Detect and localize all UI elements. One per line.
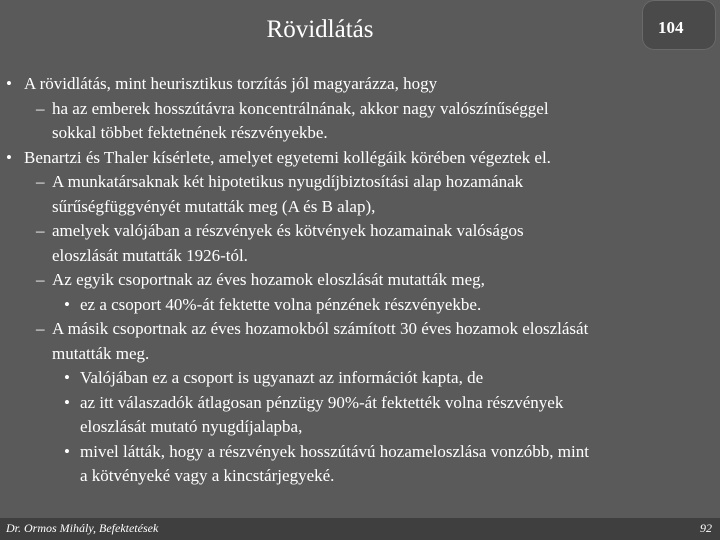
body-line-text: ha az emberek hosszútávra koncentrálnának, akkor nagy valószínűséggel: [52, 98, 549, 118]
body-line-text: sokkal többet fektetnének részvényekbe.: [52, 123, 328, 142]
bullet-marker: •: [64, 392, 70, 412]
body-line: [6, 464, 714, 489]
body-line: [6, 342, 714, 367]
body-line: [6, 317, 714, 342]
body-line: [6, 219, 714, 244]
body-line: [6, 170, 714, 195]
body-line: [6, 440, 714, 465]
bullet-marker: –: [36, 319, 45, 338]
body-line: [6, 415, 714, 440]
bullet-marker: –: [36, 270, 45, 289]
body-line-text: sűrűségfüggvényét mutatták meg (A és B alap),: [52, 196, 376, 216]
bullet-marker: •: [6, 147, 12, 167]
body-line-text: mivel látták, hogy a részvények hosszútávú hozameloszlása vonzóbb, mint: [80, 441, 589, 461]
body-line: [6, 391, 714, 416]
body-line-text: A munkatársaknak két hipotetikus nyugdíjbiztosítási alap hozamának: [52, 172, 524, 191]
bullet-marker: –: [36, 221, 45, 240]
body-line-text: Benartzi és Thaler kísérlete, amelyet egyetemi kollégáik körében végeztek el.: [24, 147, 551, 167]
bullet-marker: –: [36, 98, 45, 118]
body-line: [6, 146, 714, 171]
body-line: [6, 195, 714, 220]
body-line-text: Az egyik csoportnak az éves hozamok eloszlását mutatták meg,: [52, 270, 485, 289]
bullet-marker: •: [64, 294, 70, 314]
bullet-marker: –: [36, 172, 45, 191]
body-line-text: eloszlását mutató nyugdíjalapba,: [80, 417, 303, 436]
body-line: [6, 244, 714, 269]
body-line-text: az itt válaszadók átlagosan pénzügy 90%-át fektették volna részvények: [80, 392, 564, 412]
body-line: [6, 293, 714, 318]
body-line-text: amelyek valójában a részvények és kötvények hozamainak valóságos: [52, 221, 524, 240]
slide-body: [6, 72, 714, 489]
bullet-marker: •: [6, 74, 12, 93]
body-line: [6, 121, 714, 146]
body-line: [6, 268, 714, 293]
slide-title: Rövidlátás: [266, 16, 374, 43]
bullet-marker: •: [64, 441, 70, 461]
body-line-text: A rövidlátás, mint heurisztikus torzítás jól magyarázza, hogy: [24, 74, 438, 93]
footer-author: Dr. Ormos Mihály, Befektetések: [6, 521, 159, 535]
body-line: [6, 72, 714, 97]
body-line-text: ez a csoport 40%-át fektette volna pénzének részvényekbe.: [80, 294, 482, 314]
body-line-text: A másik csoportnak az éves hozamokból számított 30 éves hozamok eloszlását: [52, 319, 589, 338]
footer-page-number: 92: [700, 521, 712, 535]
body-line: [6, 97, 714, 122]
body-line-text: mutatták meg.: [52, 343, 150, 363]
slide-number: 104: [658, 18, 684, 37]
bullet-marker: •: [64, 368, 70, 387]
body-line-text: eloszlását mutatták 1926-tól.: [52, 245, 248, 265]
body-line: [6, 366, 714, 391]
body-line-text: Valójában ez a csoport is ugyanazt az információt kapta, de: [80, 368, 484, 387]
body-line-text: a kötvényeké vagy a kincstárjegyeké.: [80, 466, 335, 485]
slide-number-badge: [642, 0, 716, 50]
